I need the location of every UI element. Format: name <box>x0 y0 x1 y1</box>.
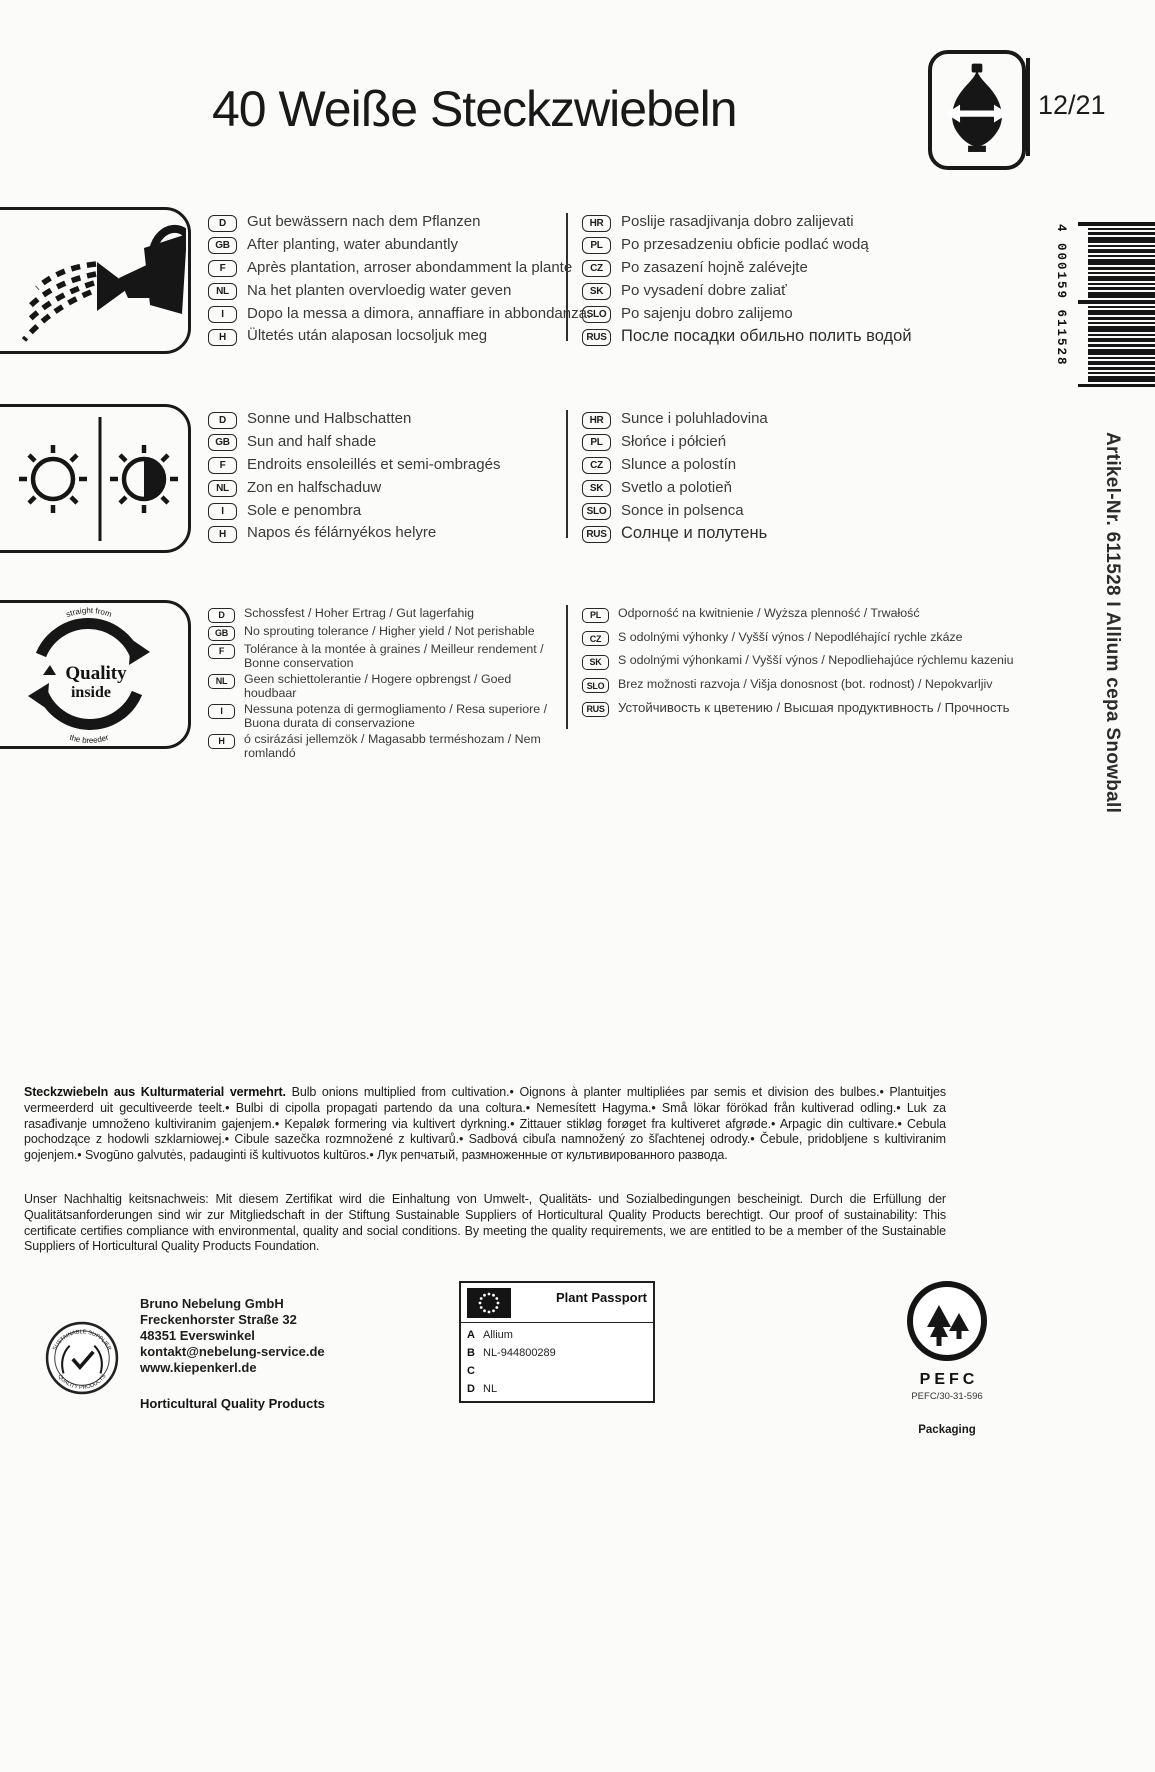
language-code-badge: D <box>208 412 237 429</box>
language-row <box>582 306 972 324</box>
language-code-badge: GB <box>208 626 235 641</box>
article-number-label: Artikel-Nr. 611528 I Allium cepa Snowball <box>1102 432 1123 814</box>
language-code-badge: RUS <box>582 702 609 717</box>
instruction-text: Dopo la messa a dimora, annaffiare in abbondanza. <box>247 304 592 322</box>
language-code-badge: CZ <box>582 457 611 474</box>
language-code-badge: H <box>208 734 235 749</box>
language-row <box>208 411 566 429</box>
plant-passport-rows <box>461 1323 653 1401</box>
svg-text:the breeder <box>68 733 110 745</box>
language-row <box>208 607 560 623</box>
instruction-text: Po przesadzeniu obficie podlać wodą <box>621 235 869 253</box>
instruction-text: Po vysadení dobre zaliať <box>621 281 787 299</box>
language-code-badge: CZ <box>582 631 609 646</box>
language-code-badge: SLO <box>582 306 611 323</box>
language-row <box>582 434 972 452</box>
plant-passport-header <box>461 1283 653 1323</box>
watering-icon-box <box>0 207 191 354</box>
language-row <box>208 237 566 255</box>
instruction-text: Schossfest / Hoher Ertrag / Gut lagerfahig <box>244 606 475 620</box>
language-row <box>208 304 592 324</box>
instruction-text: Ültetés után alaposan locsoljuk meg <box>247 327 488 345</box>
column-divider <box>566 410 568 538</box>
language-row <box>582 237 972 255</box>
instruction-text: Устойчивость к цветению / Высшая продуктивность / Прочность <box>618 700 1010 715</box>
eu-flag-icon <box>467 1288 511 1318</box>
language-code-badge: HR <box>582 412 611 429</box>
instruction-text: Napos és félárnyékos helyre <box>247 524 437 542</box>
language-row <box>582 214 972 232</box>
page-title: 40 Weiße Steckzwiebeln <box>212 81 737 137</box>
language-code-badge: I <box>208 704 235 719</box>
plant-passport-row <box>467 1362 647 1380</box>
yield-instructions-left <box>208 607 560 761</box>
pefc-logo <box>905 1279 989 1363</box>
language-code-badge: SLO <box>582 678 609 693</box>
language-row <box>582 283 972 301</box>
address-line: www.kiepenkerl.de <box>140 1360 257 1375</box>
onion-diameter-icon <box>936 60 1018 160</box>
language-row <box>208 673 560 701</box>
language-row <box>208 434 566 452</box>
language-code-badge: H <box>208 526 237 543</box>
sun-and-halfshade-icon <box>1 407 186 550</box>
language-code-badge: F <box>208 457 237 474</box>
language-code-badge: D <box>208 215 237 232</box>
language-code-badge: D <box>208 608 235 623</box>
sustainability-paragraph: Unser Nachhaltig keitsnachweis: Mit diesem Zertifikat wird die Einhaltung von Umwelt-, Qualitäts- und Sozialbedingungen bescheinigt. Durch die Erfüllung der Qualitätsanforderungen sind wir zur Mitgliedschaft in der Stiftung Sustainable Suppliers of Horticultural Quality Products berechtigt. Our proof of sustainability: This certificate certifies compliance with environmental, quality and social conditions. By meeting the quality requirements, we are entitled to be a member of the Sustainable Suppliers of Horticultural Quality Products Foundation. <box>24 1192 946 1254</box>
barcode-digits: 4 000159 611528 <box>1054 224 1068 367</box>
pefc-cert-number: PEFC/30-31-596 <box>911 1391 983 1402</box>
instruction-text: Sole e penombra <box>247 501 362 519</box>
language-code-badge: CZ <box>582 260 611 277</box>
plant-passport-box <box>459 1281 655 1403</box>
plant-passport-title: Plant Passport <box>555 1290 647 1305</box>
instruction-text: Sun and half shade <box>247 432 377 450</box>
language-row <box>208 283 566 301</box>
language-code-badge: NL <box>208 283 237 300</box>
language-row <box>582 411 972 429</box>
instruction-text: S odolnými výhonky / Vyšší výnos / Nepodléhající rychle zkáze <box>618 629 963 644</box>
language-code-badge: I <box>208 503 237 520</box>
quality-logo-main-text: Quality <box>65 663 127 684</box>
language-row <box>582 503 972 521</box>
language-code-badge: F <box>208 644 235 659</box>
language-row <box>582 480 972 498</box>
language-row <box>582 631 977 647</box>
instruction-text: No sprouting tolerance / Higher yield / Not perishable <box>244 624 535 638</box>
passport-row-letter: D <box>467 1383 475 1395</box>
watering-instructions-right <box>582 214 972 346</box>
sustainable-supplier-seal <box>44 1320 120 1401</box>
language-code-badge: NL <box>208 674 235 689</box>
language-row <box>208 643 560 671</box>
language-code-badge: PL <box>582 608 609 623</box>
propagation-paragraph-lead: Steckzwiebeln aus Kulturmaterial vermehrt. <box>24 1085 286 1099</box>
language-code-badge: F <box>208 260 237 277</box>
watering-can-icon <box>1 210 186 351</box>
svg-text:straight from <box>65 606 113 619</box>
passport-row-value: NL <box>483 1383 498 1395</box>
language-code-badge: HR <box>582 215 611 232</box>
propagation-paragraph <box>24 1085 946 1164</box>
language-row <box>208 480 566 498</box>
instruction-text: Gut bewässern nach dem Pflanzen <box>247 213 481 230</box>
language-row <box>208 503 566 521</box>
instruction-text: Odporność na kwitnienie / Wyższa plenność / Trwałość <box>618 606 920 620</box>
language-row <box>208 733 560 761</box>
instruction-text: Après plantation, arroser abondamment la plante <box>247 258 573 276</box>
language-row <box>582 700 1010 717</box>
language-row <box>208 457 566 475</box>
language-row <box>582 328 972 346</box>
language-code-badge: PL <box>582 434 611 451</box>
language-row <box>582 525 972 543</box>
yield-instructions-right <box>582 606 1014 717</box>
seal-top-text: SUSTAINABLE SUPPLIER <box>51 1329 113 1352</box>
language-code-badge: SK <box>582 480 611 497</box>
instruction-text: Sonne und Halbschatten <box>247 410 412 427</box>
instruction-text: Tolérance à la montée à graines / Meilleur rendement / Bonne conservation <box>244 642 544 670</box>
language-code-badge: NL <box>208 480 237 497</box>
instruction-text: Endroits ensoleillés et semi-ombragés <box>247 455 501 473</box>
passport-row-letter: C <box>467 1365 475 1377</box>
address-line: kontakt@nebelung-service.de <box>140 1344 325 1359</box>
instruction-text: Zon en halfschaduw <box>247 478 382 496</box>
language-row <box>208 703 560 731</box>
address-line: Freckenhorster Straße 32 <box>140 1312 297 1327</box>
language-row <box>582 457 972 475</box>
language-row <box>582 607 977 623</box>
language-code-badge: SK <box>582 283 611 300</box>
passport-row-value: NL-944800289 <box>483 1347 556 1359</box>
instruction-text: After planting, water abundantly <box>247 235 458 253</box>
plant-passport-row <box>467 1326 647 1344</box>
instruction-text: Poslije rasadjivanja dobro zalijevati <box>621 213 854 230</box>
language-code-badge: I <box>208 306 237 323</box>
instruction-text: Na het planten overvloedig water geven <box>247 281 512 299</box>
quality-logo-bottom-text: the breeder <box>68 732 110 746</box>
language-row <box>582 260 972 278</box>
language-row <box>208 214 566 232</box>
producer-tagline: Horticultural Quality Products <box>140 1396 325 1411</box>
language-code-badge: SK <box>582 655 609 670</box>
pefc-name: PEFC <box>919 1371 979 1388</box>
language-row <box>208 258 573 278</box>
language-row <box>582 653 1014 670</box>
seal-bottom-text: QUALITY PRODUCTS <box>56 1373 108 1391</box>
language-code-badge: RUS <box>582 526 611 543</box>
plant-passport-row <box>467 1344 647 1362</box>
passport-row-letter: B <box>467 1347 475 1359</box>
language-code-badge: RUS <box>582 329 611 346</box>
language-code-badge: H <box>208 329 237 346</box>
instruction-text: Słońce i półcień <box>621 432 727 450</box>
quality-icon-box <box>0 600 191 749</box>
language-row <box>208 328 566 346</box>
sun-icon-box <box>0 404 191 553</box>
sun-instructions-left <box>208 411 566 543</box>
date-code: 12/21 <box>1038 90 1106 120</box>
instruction-text: После посадки обильно полить водой <box>621 327 912 346</box>
instruction-text: Sunce i poluhladovina <box>621 410 768 427</box>
packaging-caption: Packaging <box>918 1424 976 1436</box>
language-code-badge: PL <box>582 237 611 254</box>
instruction-text: Svetlo a polotieň <box>621 478 732 496</box>
instruction-text: Nessuna potenza di germogliamento / Resa superiore / Buona durata di conservazione <box>244 702 548 730</box>
language-row <box>208 625 560 641</box>
address-line: Bruno Nebelung GmbH <box>140 1296 284 1311</box>
column-divider <box>566 605 568 729</box>
date-divider <box>1026 58 1030 156</box>
quality-inside-logo <box>1 603 186 746</box>
plant-passport-row <box>467 1380 647 1398</box>
language-code-badge: GB <box>208 237 237 254</box>
ean-barcode <box>1078 222 1155 393</box>
passport-row-letter: A <box>467 1329 475 1341</box>
language-row <box>582 676 993 694</box>
instruction-text: Brez možnosti razvoja / Višja donosnost (bot. rodnost) / Nepokvarljiv <box>618 676 993 691</box>
instruction-text: Sonce in polsenca <box>621 501 744 519</box>
propagation-paragraph-text: Bulb onions multiplied from cultivation.• Oignons à planter multipliées par semis et division des bulbes.• Plantuitjes vermeerderd uit gecultiveerde teelt.• Bulbi di cipolla propagati partendo da una coltura.• Nemesített Hagyma.• Små lökar förökad från kultiverad odling.• Luk za rasađivanje umnoženo kultiviranim gajenjem.• Kepaløk formering via kultivert dyrkning.• Zittauer stikløg forøget fra kultiveret afgrøde.• Arpagic din cultivare.• Cebula pochodzące z hodowli szklarniowej.• Cibule sazečka rozmnožené z kultivarů.• Sadbová cibuľa namnožený zo šľachtenej odrody.• Čebule, pridobljene s kultiviranim gojenjem.• Svogūno galvutės, padauginti iš kultivuotos kultūros.• Лук репчатый, размноженные от культивированного развода. <box>24 1085 946 1163</box>
sun-instructions-right <box>582 411 972 543</box>
language-row <box>208 525 566 543</box>
onion-size-box <box>928 50 1026 170</box>
instruction-text: ó csirázási jellemzök / Magasabb terméshozam / Nem romlandó <box>244 732 541 761</box>
producer-address <box>140 1296 325 1376</box>
address-line: 48351 Everswinkel <box>140 1328 255 1343</box>
instruction-text: Po sajenju dobro zalijemo <box>621 304 793 322</box>
instruction-text: Солнце и полутень <box>621 524 768 543</box>
instruction-text: Po zasazení hojně zalévejte <box>621 258 808 276</box>
instruction-text: S odolnými výhonkami / Vyšší výnos / Nepodliehajúce rýchlemu kazeniu <box>618 653 1014 667</box>
pefc-block <box>903 1279 991 1402</box>
language-code-badge: SLO <box>582 503 611 520</box>
quality-logo-sub-text: inside <box>70 684 112 701</box>
instruction-text: Slunce a polostín <box>621 455 737 473</box>
language-code-badge: GB <box>208 434 237 451</box>
watering-instructions-left <box>208 213 592 346</box>
instruction-text: Geen schiettolerantie / Hogere opbrengst / Goed houdbaar <box>244 672 512 700</box>
quality-logo-top-text: straight from <box>64 605 113 620</box>
passport-row-value: Allium <box>483 1329 513 1341</box>
